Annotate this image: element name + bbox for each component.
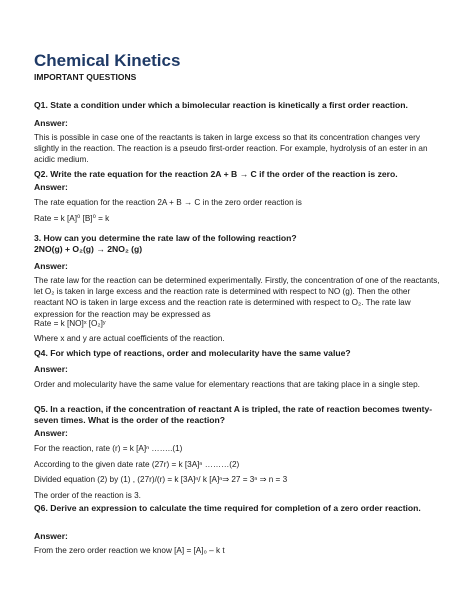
answer-label-6: Answer:	[34, 531, 68, 541]
answer-4-text: Order and molecularity have the same value for elementary reactions that are taking place in a single step.	[34, 380, 420, 389]
answer-label-3: Answer:	[34, 261, 68, 271]
question-5: Q5. In a reaction, if the concentration of reactant A is tripled, the rate of reaction becomes twenty-seven times. What is the order of the reaction?	[34, 404, 433, 425]
answer-3-note: Where x and y are actual coefficients of the reaction.	[34, 334, 225, 343]
answer-5-line-3: Divided equation (2) by (1) , (27r)/(r) = k [3A]ⁿ/ k [A]ⁿ⇒ 27 = 3ⁿ ⇒ n = 3	[34, 475, 288, 484]
question-1: Q1. State a condition under which a bimolecular reaction is kinetically a first order reaction.	[34, 100, 408, 110]
question-3-equation: 2NO(g) + O₂(g) → 2NO₂ (g)	[34, 244, 143, 254]
page-subtitle: IMPORTANT QUESTIONS	[34, 72, 137, 82]
answer-5-line-4: The order of the reaction is 3.	[34, 491, 141, 500]
question-3: 3. How can you determine the rate law of the following reaction?	[34, 233, 297, 243]
answer-5-line-1: For the reaction, rate (r) = k [A]ⁿ ……..(1)	[34, 444, 183, 453]
answer-2-text: The rate equation for the reaction 2A + B → C in the zero order reaction is	[34, 198, 302, 207]
answer-1-text: This is possible in case one of the reactants is taken in large excess so that its concentration changes very slightly in the reaction. The reaction is a pseudo first-order reaction. For example, hydrolysis of an ester in an acidic medium.	[34, 133, 428, 165]
page-title: Chemical Kinetics	[34, 51, 181, 70]
answer-label-1: Answer:	[34, 118, 68, 128]
answer-label-4: Answer:	[34, 364, 68, 374]
answer-label-5: Answer:	[34, 428, 68, 438]
answer-5-line-2: According to the given date rate (27r) = k [3A]ⁿ ………(2)	[34, 460, 240, 469]
answer-3-rate: Rate = k [NO]ˣ [O₂]ʸ	[34, 319, 106, 328]
answer-6-line-1: From the zero order reaction we know [A] = [A]₀ – k t	[34, 546, 225, 555]
question-2: Q2. Write the rate equation for the reaction 2A + B → C if the order of the reaction is zero.	[34, 169, 398, 179]
question-6: Q6. Derive an expression to calculate the time required for completion of a zero order reaction.	[34, 503, 421, 513]
question-4: Q4. For which type of reactions, order and molecularity have the same value?	[34, 348, 351, 358]
answer-3-text: The rate law for the reaction can be determined experimentally. Firstly, the concentration of one of the reactants, let O₂ is taken in large excess and the reaction rate is determined with respect to NO (g). Then the other reactant NO is taken in large excess and the reaction rate is determined with respect to O₂. The rate law expression for the reaction may be expressed as	[34, 276, 440, 319]
answer-2-rate: Rate = k [A]⁰ [B]⁰ = k	[34, 214, 110, 223]
answer-label-2: Answer:	[34, 182, 68, 192]
